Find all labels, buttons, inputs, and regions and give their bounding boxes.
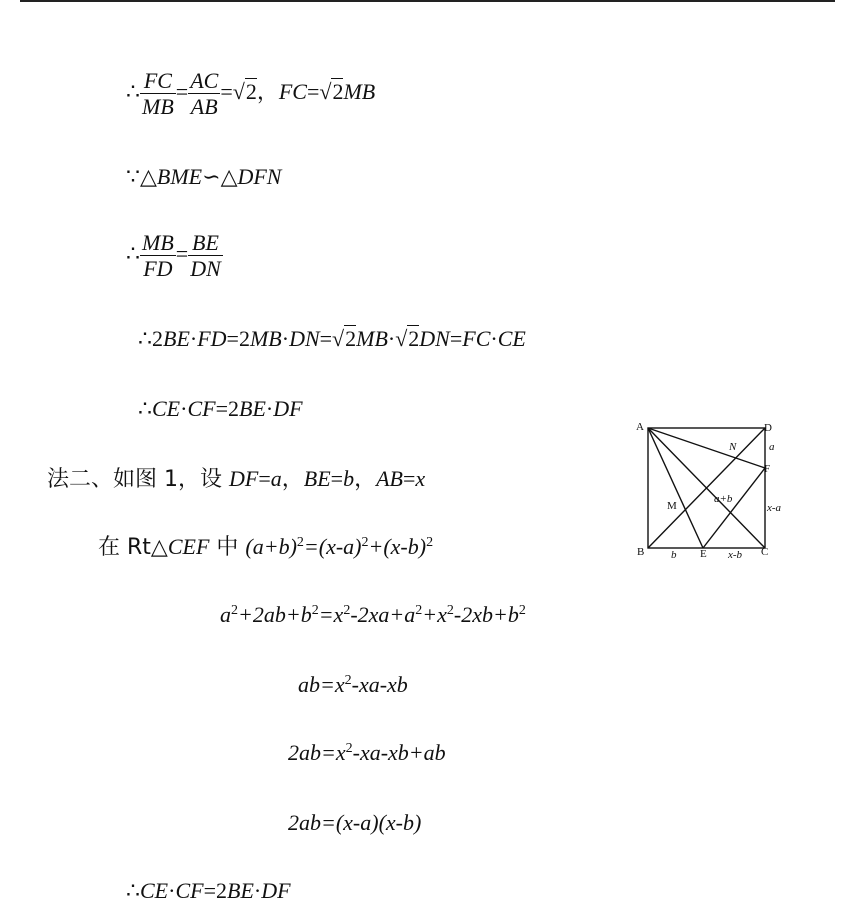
label-xmb: x-b (728, 549, 743, 561)
segment-ef (703, 468, 765, 548)
label-m: M (667, 500, 677, 512)
line-3: ∴ $\frac{MB}{FD}$ = $\frac{BE}{DN}$ (126, 230, 221, 281)
line-7: 在 Rt△CEF 中 $(a+b)^2=(x-a)^2+(x-b)^2$ (98, 534, 434, 560)
label-b: B (637, 546, 645, 558)
line-11: 2ab=(x-a)(x-b) (288, 810, 422, 835)
line-8: $a^2+2ab+b^2=x^2-2xa+a^2+x^2-2xb+b^2$ (220, 602, 526, 627)
label-apb: a+b (714, 493, 733, 505)
label-e: E (700, 548, 707, 560)
top-rule (20, 0, 835, 2)
label-xma: x-a (767, 502, 782, 514)
line-1: ∴ $\frac{FC}{MB}$ = $\frac{AC}{AB}$ =√2，FC=√2MB (126, 68, 376, 119)
sqrt-symbol: √ (232, 79, 245, 105)
similar-symbol: ∽ (202, 164, 221, 189)
label-a: A (636, 421, 644, 433)
line-9: $ab=x^2-xa-xb$ (298, 672, 408, 697)
line-4: ∴2BE·FD=2MB·DN=√2MB·√2DN=FC·CE (138, 326, 526, 351)
line-2: ∵△BME∽△DFN (126, 164, 282, 189)
label-f: F (764, 463, 771, 475)
line-5: ∴CE·CF=2BE·DF (138, 396, 303, 421)
line-12: ∴CE·CF=2BE·DF (126, 878, 291, 903)
fraction-mb-fd: $\frac{MB}{FD}$ (142, 230, 174, 281)
line-6: 法二、如图 1，设 DF=a，BE=b，AB=x (47, 466, 426, 492)
fraction-fc-mb: $\frac{FC}{MB}$ (142, 68, 174, 119)
geometry-figure (630, 418, 810, 568)
fraction-ac-ab: $\frac{AC}{AB}$ (190, 68, 219, 119)
therefore-symbol: ∴ (126, 79, 140, 105)
segment-af (648, 428, 765, 468)
therefore-symbol: ∴ (126, 241, 140, 267)
label-c: C (761, 546, 769, 558)
label-seg-a: a (769, 441, 775, 453)
because-symbol: ∵ (126, 164, 140, 189)
segment-ae (648, 428, 703, 548)
label-d: D (764, 422, 772, 434)
label-n: N (729, 441, 737, 453)
fraction-be-dn: $\frac{BE}{DN}$ (190, 230, 221, 281)
label-seg-b: b (671, 549, 677, 561)
line-10: $2ab=x^2-xa-xb+ab$ (288, 740, 446, 765)
